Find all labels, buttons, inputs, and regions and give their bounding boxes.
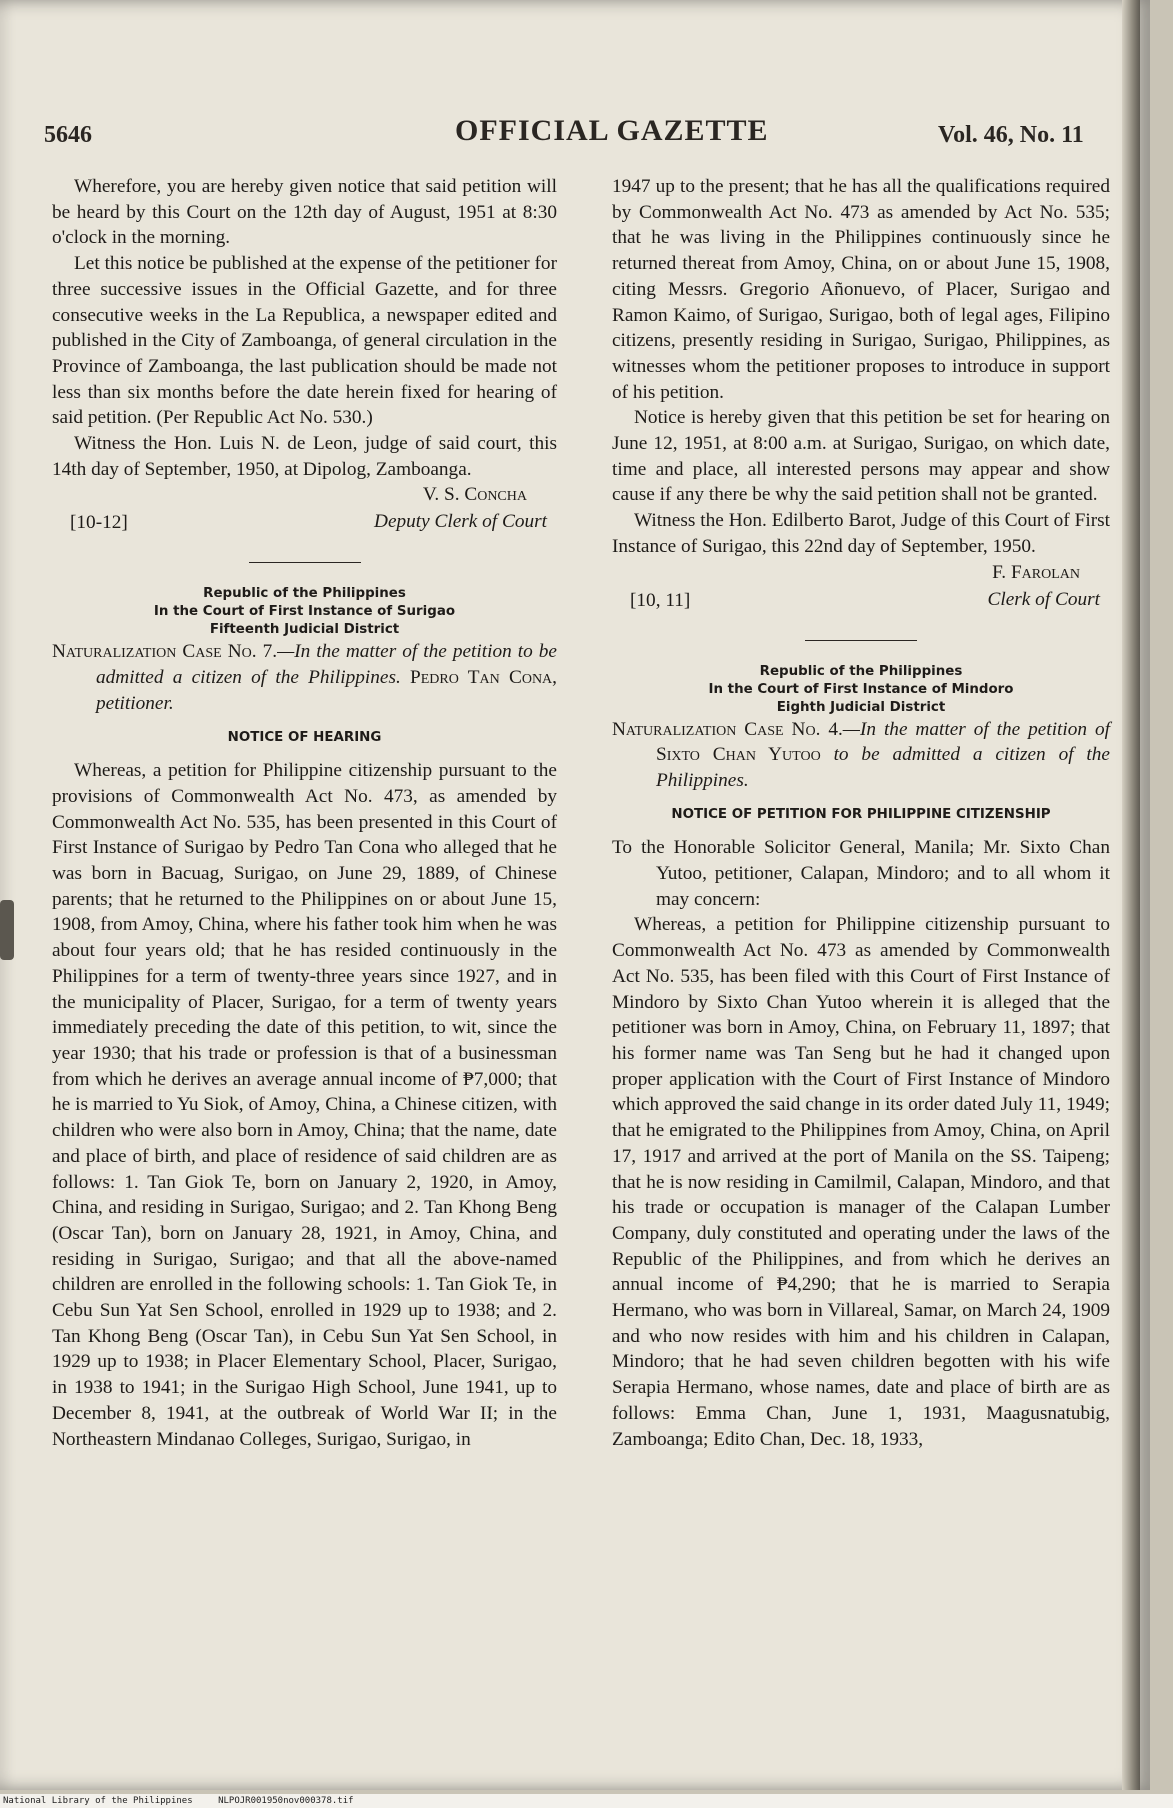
notice-title: NOTICE OF PETITION FOR PHILIPPINE CITIZENSHIP	[671, 806, 1051, 822]
signature-block	[612, 560, 1110, 614]
section-divider	[805, 640, 917, 641]
court-heading-line: Republic of the Philippines	[203, 586, 406, 602]
signatory-title: Deputy Clerk of Court	[374, 511, 547, 533]
left-column	[52, 174, 557, 1452]
petitioner-role: petitioner.	[96, 692, 174, 714]
right-column	[612, 174, 1110, 1452]
page-edge-shadow	[1122, 0, 1140, 1790]
signatory-name: V. S. Concha	[422, 484, 527, 506]
issue-code: [10-12]	[70, 512, 128, 534]
court-heading-line: In the Court of First Instance of Mindoro	[708, 681, 1014, 697]
paragraph: Notice is hereby given that this petition be set for hearing on June 12, 1951, at 8:00 a.m. at Surigao, Surigao, on which date, time and place, all interested persons may appear and show cause if any there be why the said petition shall not be granted.	[612, 407, 1110, 506]
court-heading-line: In the Court of First Instance of Surigao	[153, 604, 456, 620]
paragraph: Whereas, a petition for Philippine citizenship pursuant to Commonwealth Act No. 473 as amended by Commonwealth Act No. 535, has been filed with this Court of First Instance of Mindoro by Sixto Chan Yutoo wherein it is alleged that the petitioner was born in Amoy, China, on February 11, 1897; that his former name was Tan Seng but he had it changed upon proper application with the Court of First Instance of Mindoro which approved the said change in its order dated July 11, 1949; that he emigrated to the Philippines from Amoy, China, on April 17, 1917 and arrived at the port of Manila on the SS. Taipeng; that he is now residing in Camilmil, Calapan, Mindoro, and that his trade or occupation is manager of the Calapan Lumber Company, duly constituted and operating under the laws of the Republic of the Philippines, and from which he derives an annual income of ₱4,290; that he is married to Serapia Hermano, who was born in Villareal, Samar, on March 24, 1909 and who now resides with him and his children in Calapan, Mindoro; that he had seven children begotten with his wife Serapia Hermano, whose names, date and place of birth are as follows: Emma Chan, June 1, 1931, Maagusnatubig, Zamboanga; Edito Chan, Dec. 18, 1933,	[612, 914, 1110, 1450]
paragraph: 1947 up to the present; that he has all the qualifications required by Commonwealth Act No. 473 as amended by Act No. 535; that he was living in the Philippines continuously since he returned thereat from Amoy, China, on or about June 15, 1908, citing Messrs. Gregorio Añonuevo, of Placer, Surigao and Ramon Kaimo, of Surigao, Surigao, both of legal ages, Filipino citizens, presently residing in Surigao, Surigao, Philippines, as witnesses whom the petitioner proposes to introduce in support of his petition.	[612, 176, 1110, 403]
addressee-block: To the Honorable Solicitor General, Manila; Mr. Sixto Chan Yutoo, petitioner, Calapan, Mindoro; and to all whom it may concern:	[612, 837, 1110, 910]
page-number: 5646	[44, 122, 92, 148]
signatory-title: Clerk of Court	[987, 588, 1100, 610]
paragraph: Whereas, a petition for Philippine citizenship pursuant to the provisions of Commonwealth Act No. 473, as amended by Commonwealth Act No. 535, has been presented in this Court of First Instance of Surigao by Pedro Tan Cona who alleged that he was born in Bacuag, Surigao, on June 29, 1889, of Chinese parents; that he returned to the Philippines on or about June 15, 1908, from Amoy, China, where his father took him when he was about four years old; that he has resided continuously in the Philippines for a term of twenty-three years since 1927, and in the municipality of Placer, Surigao, for a term of twenty years immediately preceding the date of this petition, to wit, since the year 1930; that his trade or profession is that of a businessman from which he derives an average annual income of ₱7,000; that he is married to Yu Siok, of Amoy, China, a Chinese citizen, with children who were also born in Amoy, China; that the name, date and place of birth, and place of residence of said children are as follows: 1. Tan Giok Te, born on January 2, 1920, in Amoy, China, and residing in Surigao, Surigao; and 2. Tan Khong Beng (Oscar Tan), born on January 28, 1921, in Amoy, China, and residing in Surigao, Surigao; and that all the above-named children are enrolled in the following schools: 1. Tan Giok Te, in Cebu Sun Yat Sen School, enrolled in 1929 up to 1938; and 2. Tan Khong Beng (Oscar Tan), in Cebu Sun Yat Sen School, in 1929 up to 1938; in Placer Elementary School, Placer, Surigao, in 1938 to 1941; in the Surigao High School, June 1941, up to December 8, 1941, at the outbreak of World War II; in the Northeastern Mindanao Colleges, Surigao, Surigao, in	[52, 760, 557, 1450]
case-label: Naturalization Case No. 4.	[612, 718, 843, 740]
notice-title: NOTICE OF HEARING	[227, 729, 382, 745]
court-heading-line: Fifteenth Judicial District	[209, 622, 400, 638]
scan-footer	[0, 1794, 1173, 1808]
library-name: National Library of the Philippines	[3, 1796, 193, 1806]
running-head	[0, 114, 1150, 154]
court-heading-line: Eighth Judicial District	[776, 699, 946, 715]
paragraph: Let this notice be published at the expense of the petitioner for three successive issues in the Official Gazette, and for three consecutive weeks in the La Republica, a newspaper edited and published in the City of Zamboanga, of general circulation in the Province of Zamboanga, the last publication should be made not less than six months before the date herein fixed for hearing of said petition. (Per Republic Act No. 530.)	[52, 253, 557, 429]
court-heading-line: Republic of the Philippines	[759, 663, 963, 679]
signature-block	[52, 482, 557, 536]
petitioner-name: Pedro Tan Cona,	[410, 667, 557, 689]
paragraph: Wherefore, you are hereby given notice that said petition will be heard by this Court on the 12th day of August, 1951 at 8:30 o'clock in the morning.	[52, 176, 557, 249]
paragraph: Witness the Hon. Edilberto Barot, Judge of this Court of First Instance of Surigao, this 22nd day of September, 1950.	[612, 510, 1110, 557]
signatory-name: F. Farolan	[992, 561, 1080, 583]
case-text: —In the matter of the petition to be admitted a citizen of the Philippines.	[96, 641, 557, 689]
case-tail: to be admitted a citizen of the Philippines.	[656, 744, 1110, 791]
paragraph: Witness the Hon. Luis N. de Leon, judge of said court, this 14th day of September, 1950, at Dipolog, Zamboanga.	[52, 433, 557, 480]
file-id: NLPOJR001950nov000378.tif	[218, 1796, 354, 1806]
issue-code: [10, 11]	[630, 589, 691, 611]
case-caption	[612, 717, 1110, 794]
court-heading	[612, 663, 1110, 717]
gazette-title: OFFICIAL GAZETTE	[455, 114, 769, 147]
section-divider	[249, 562, 361, 563]
court-heading	[52, 585, 557, 639]
case-caption	[52, 639, 557, 716]
case-text: —In the matter of the petition of	[842, 718, 1110, 740]
petitioner-name: Sixto Chan Yutoo	[656, 744, 821, 766]
volume-number: Vol. 46, No. 11	[938, 122, 1084, 148]
case-label: Naturalization Case No. 7.	[52, 641, 278, 663]
binding-mark	[0, 900, 14, 960]
